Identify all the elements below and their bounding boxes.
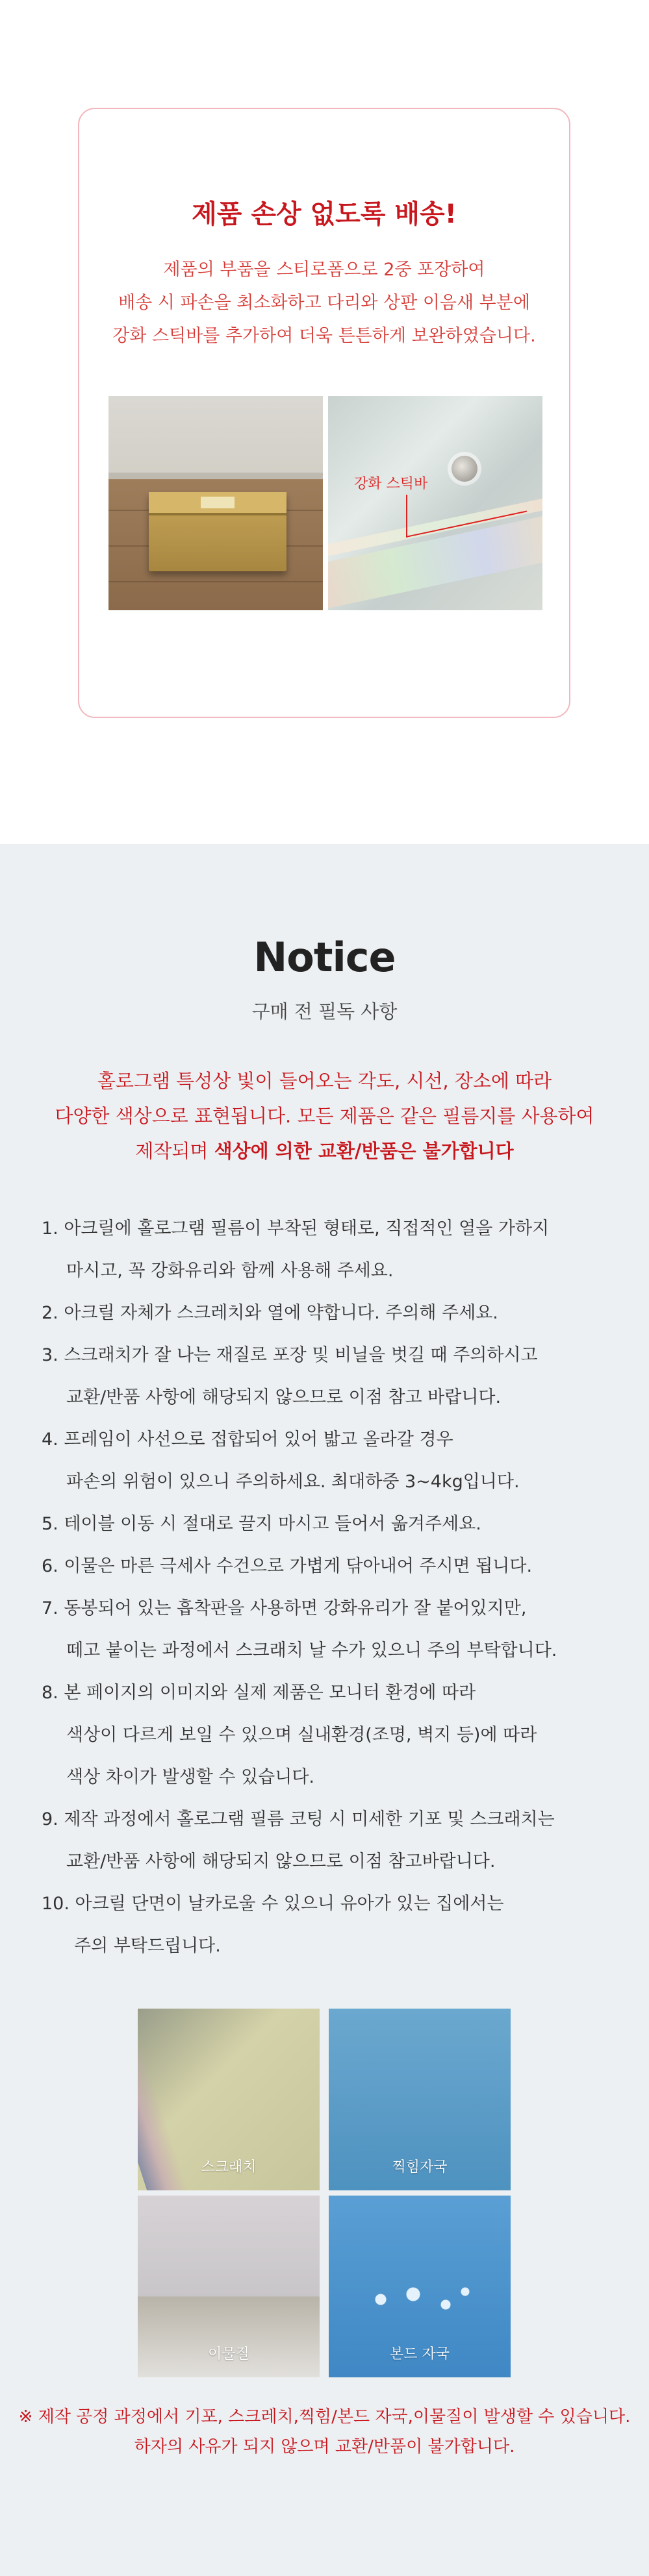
shipping-title: 제품 손상 없도록 배송! — [192, 199, 457, 229]
intro-line: 홀로그램 특성상 빛이 들어오는 각도, 시선, 장소에 따라 — [97, 1070, 552, 1092]
baseboard — [108, 473, 323, 479]
defect-samples — [138, 2009, 511, 2377]
notice-subtitle: 구매 전 필독 사항 — [251, 1000, 398, 1022]
dent-sample — [329, 2009, 511, 2190]
list-item-continued: 색상 차이가 발생할 수 있습니다. — [66, 1767, 314, 1787]
list-item: 3. 스크래치가 잘 나는 재질로 포장 및 비닐을 벗길 때 주의하시고 — [42, 1345, 538, 1365]
sample-label: 스크래치 — [201, 2159, 257, 2175]
scratch-sample — [138, 2009, 320, 2190]
list-item-continued: 떼고 붙이는 과정에서 스크래치 날 수가 있으니 주의 부탁합니다. — [66, 1641, 557, 1661]
cardboard-box — [149, 492, 286, 571]
footnote — [0, 2402, 649, 2462]
footnote-line: ※ 제작 공정 과정에서 기포, 스크레치,찍힘/본드 자국,이물질이 발생할 수 있습니다. — [18, 2407, 631, 2427]
notice-intro — [0, 1063, 649, 1169]
notice-title: Notice — [253, 934, 396, 981]
notice-list — [42, 1208, 613, 1967]
list-item-continued: 색상이 다르게 보일 수 있으며 실내환경(조명, 벽지 등)에 따라 — [66, 1725, 537, 1745]
shipping-card — [78, 108, 570, 718]
package-box-photo — [108, 396, 323, 610]
list-item-continued: 교환/반품 사항에 해당되지 않으므로 이점 참고바랍니다. — [66, 1852, 496, 1872]
foreign-matter-sample — [138, 2196, 320, 2377]
pointer-line — [406, 495, 407, 538]
reinforcement-bar-label: 강화 스틱바 — [354, 476, 428, 492]
shipping-desc-line: 강화 스틱바를 추가하여 더욱 튼튼하게 보완하였습니다. — [112, 326, 536, 346]
box-tape — [149, 513, 286, 515]
sample-label: 본드 자국 — [389, 2346, 450, 2362]
list-item: 10. 아크릴 단면이 날카로울 수 있으니 유아가 있는 집에서는 — [42, 1894, 504, 1914]
list-item: 6. 이물은 마른 극세사 수건으로 가볍게 닦아내어 주시면 됩니다. — [42, 1556, 533, 1576]
floor-plank-line — [108, 581, 323, 582]
list-item-continued: 파손의 위험이 있으니 주의하세요. 최대하중 3~4kg입니다. — [66, 1472, 520, 1492]
sample-label: 이물질 — [208, 2346, 249, 2362]
list-item-continued: 교환/반품 사항에 해당되지 않으므로 이점 참고 바랍니다. — [66, 1387, 502, 1407]
footnote-line: 하자의 사유가 되지 않으며 교환/반품이 불가합니다. — [134, 2437, 515, 2457]
list-item: 8. 본 페이지의 이미지와 실제 제품은 모니터 환경에 따라 — [42, 1683, 476, 1703]
list-item: 4. 프레임이 사선으로 접합되어 있어 밟고 올라갈 경우 — [42, 1430, 453, 1450]
shipping-section — [0, 0, 649, 844]
shipping-desc-line: 제품의 부품을 스티로폼으로 2중 포장하여 — [163, 260, 485, 280]
list-item: 2. 아크릴 자체가 스크레치와 열에 약합니다. 주의해 주세요. — [42, 1303, 498, 1323]
list-item: 1. 아크릴에 홀로그램 필름이 부착된 형태로, 직접적인 열을 가하지 — [42, 1219, 550, 1239]
intro-line: 다양한 색상으로 표현됩니다. 모든 제품은 같은 필름지를 사용하여 — [55, 1105, 594, 1127]
intro-line — [0, 1133, 649, 1169]
sample-label: 찍힘자국 — [392, 2159, 448, 2175]
intro-emphasis: 색상에 의한 교환/반품은 불가합니다 — [214, 1140, 514, 1162]
list-item-continued: 마시고, 꼭 강화유리와 함께 사용해 주세요. — [66, 1261, 394, 1281]
box-shipping-label — [201, 497, 235, 508]
list-item-continued: 주의 부탁드립니다. — [74, 1936, 221, 1956]
reinforcement-bar-photo — [328, 396, 542, 610]
list-item: 5. 테이블 이동 시 절대로 끌지 마시고 들어서 옮겨주세요. — [42, 1514, 481, 1534]
glue-mark-sample — [329, 2196, 511, 2377]
list-item: 7. 동봉되어 있는 흡착판을 사용하면 강화유리가 잘 붙어있지만, — [42, 1598, 527, 1618]
screw — [452, 456, 477, 482]
shipping-desc-line: 배송 시 파손을 최소화하고 다리와 상판 이음새 부분에 — [118, 293, 530, 313]
intro-plain: 제작되며 — [135, 1140, 214, 1162]
notice-section — [0, 844, 649, 2576]
glue-dots — [355, 2273, 485, 2325]
shipping-description — [79, 253, 569, 353]
list-item: 9. 제작 과정에서 홀로그램 필름 코팅 시 미세한 기포 및 스크래치는 — [42, 1809, 555, 1829]
